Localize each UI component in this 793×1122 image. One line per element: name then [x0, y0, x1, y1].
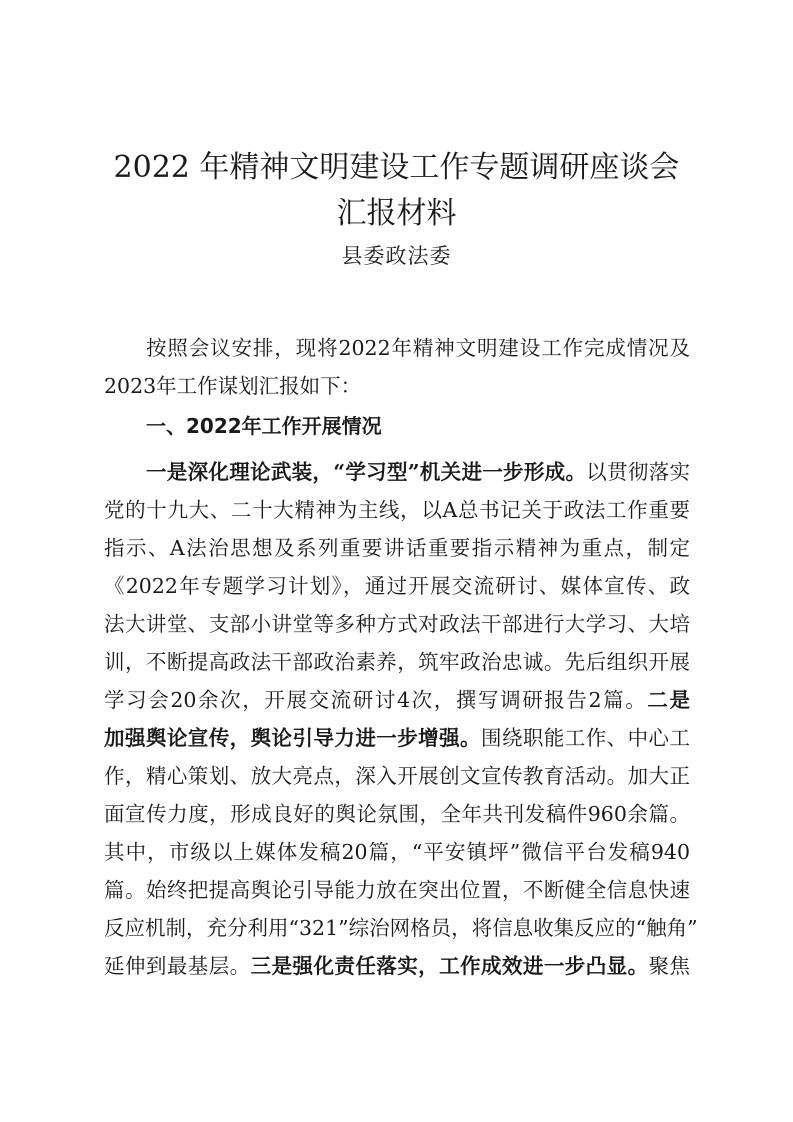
bold-lead-2: 加强舆论宣传，舆论引导力进一步增强。 — [104, 726, 481, 750]
paragraph-line: 训，不断提高政法干部政治素养，筑牢政治忠诚。先后组织开展 — [104, 650, 690, 674]
document-author: 县委政法委 — [341, 244, 452, 268]
paragraph-line: 面宣传力度，形成良好的舆论氛围，全年共刊发稿件960余篇。 — [104, 802, 690, 826]
paragraph-line: 一是深化理论武装，“学习型”机关进一步形成。以贯彻落实 — [146, 460, 690, 484]
paragraph-line: 其中，市级以上媒体发稿20篇，“平安镇坪”微信平台发稿940 — [104, 840, 690, 864]
document-title-line1: 2022 年精神文明建设工作专题调研座谈会 — [113, 150, 680, 185]
paragraph-line: 篇。始终把提高舆论引导能力放在突出位置，不断健全信息快速 — [104, 878, 690, 902]
paragraph-line: 延伸到最基层。三是强化责任落实，工作成效进一步凸显。聚焦 — [104, 954, 691, 978]
paragraph-line: 反应机制，充分利用“321”综治网格员，将信息收集反应的“触角” — [104, 916, 698, 940]
bold-lead-2-start: 二是 — [647, 688, 690, 712]
bold-lead-1: 一是深化理论武装，“学习型”机关进一步形成。 — [146, 460, 587, 484]
section-heading: 一、2022年工作开展情况 — [146, 414, 382, 438]
paragraph-line: 作，精心策划、放大亮点，深入开展创文宣传教育活动。加大正 — [104, 764, 690, 788]
bold-lead-3: 三是强化责任落实，工作成效进一步凸显。 — [250, 954, 649, 978]
intro-line-1: 按照会议安排，现将2022年精神文明建设工作完成情况及 — [146, 336, 690, 360]
paragraph-line: 党的十九大、二十大精神为主线，以A总书记关于政法工作重要 — [104, 498, 690, 522]
paragraph-line: 学习会20余次，开展交流研讨4次，撰写调研报告2篇。二是 — [104, 688, 690, 712]
paragraph-line: 法大讲堂、支部小讲堂等多种方式对政法干部进行大学习、大培 — [104, 612, 690, 636]
intro-line-2: 2023年工作谋划汇报如下： — [104, 374, 362, 398]
paragraph-line: 《2022年专题学习计划》，通过开展交流研讨、媒体宣传、政 — [104, 574, 690, 598]
paragraph-line: 加强舆论宣传，舆论引导力进一步增强。围绕职能工作、中心工 — [104, 726, 690, 750]
document-title-line2: 汇报材料 — [336, 196, 457, 231]
paragraph-line: 指示、A法治思想及系列重要讲话重要指示精神为重点，制定 — [104, 536, 690, 560]
